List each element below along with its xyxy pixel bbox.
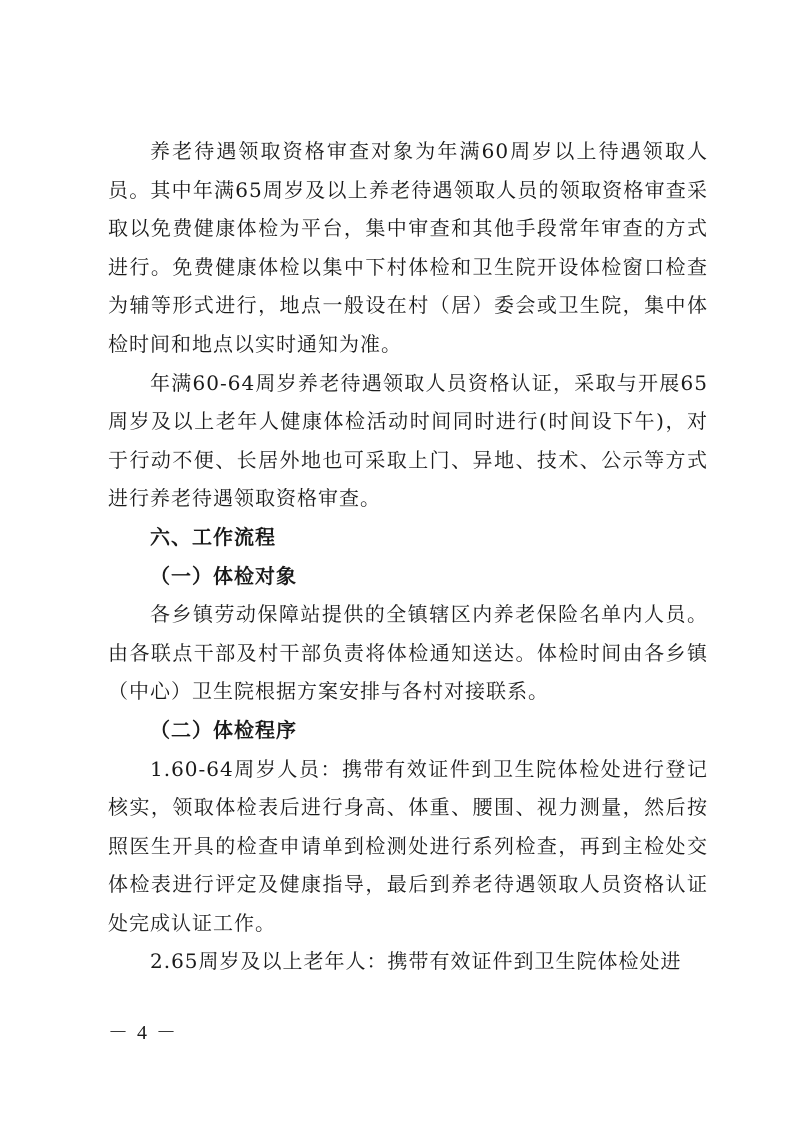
body-text bbox=[108, 132, 708, 981]
section-heading-workflow: 六、工作流程 bbox=[150, 524, 276, 549]
paragraph-60-64-certification: 年满60-64周岁养老待遇领取人员资格认证，采取与开展65周岁及以上老年人健康体检活动时间同时进行(时间设下午)，对于行动不便、长居外地也可采取上门、异地、技术、公示等方式进行养老待遇领取资格审查。 bbox=[108, 370, 708, 511]
paragraph-exam-subjects: 各乡镇劳动保障站提供的全镇辖区内养老保险名单内人员。由各联点干部及村干部负责将体检通知送达。体检时间由各乡镇（中心）卫生院根据方案安排与各村对接联系。 bbox=[108, 602, 708, 704]
subheading-exam-procedure: （二）体检程序 bbox=[150, 717, 297, 742]
paragraph-procedure-65-plus: 2.65周岁及以上老年人：携带有效证件到卫生院体检处进 bbox=[150, 949, 682, 974]
page-number: － 4 － bbox=[108, 1022, 178, 1044]
paragraph-procedure-60-64: 1.60-64周岁人员：携带有效证件到卫生院体检处进行登记核实，领取体检表后进行身高、体重、腰围、视力测量，然后按照医生开具的检查申请单到检测处进行系列检查，再到主检处交体检表进行评定及健康指导，最后到养老待遇领取人员资格认证处完成认证工作。 bbox=[108, 756, 708, 935]
paragraph-review-scope: 养老待遇领取资格审查对象为年满60周岁以上待遇领取人员。其中年满65周岁及以上养老待遇领取人员的领取资格审查采取以免费健康体检为平台，集中审查和其他手段常年审查的方式进行。免费健康体检以集中下村体检和卫生院开设体检窗口检查为辅等形式进行，地点一般设在村（居）委会或卫生院，集中体检时间和地点以实时通知为准。 bbox=[108, 139, 708, 356]
subheading-exam-subjects: （一）体检对象 bbox=[150, 563, 297, 588]
